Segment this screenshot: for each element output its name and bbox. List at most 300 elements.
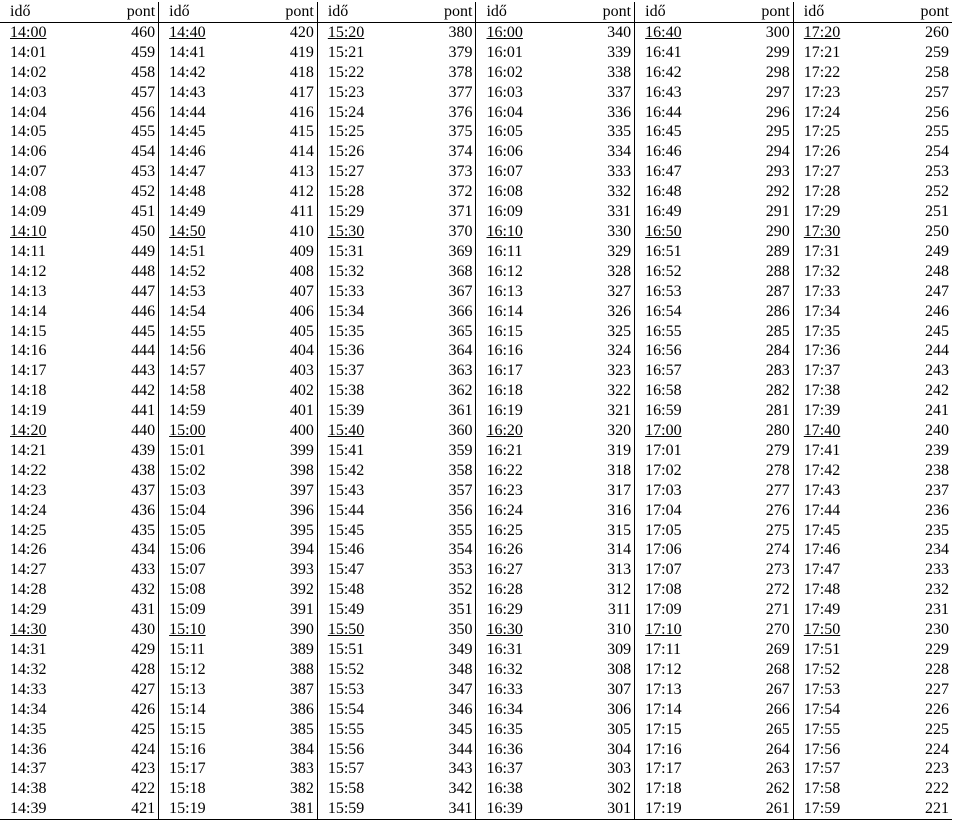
points-cell: 231 — [925, 601, 949, 619]
time-value: 14:35 — [10, 720, 47, 738]
time-value: 16:58 — [645, 382, 682, 400]
time-cell — [635, 779, 723, 799]
time-value: 16:41 — [645, 43, 682, 61]
time-cell — [793, 302, 881, 322]
table-row — [0, 322, 952, 342]
points-cell: 305 — [607, 720, 632, 738]
time-value: 15:44 — [327, 501, 365, 519]
header-points-label: pont — [126, 3, 156, 20]
points-cell: 313 — [607, 561, 632, 579]
points-cell: 403 — [289, 362, 314, 380]
points-cell: 375 — [448, 123, 473, 141]
time-value: 17:48 — [803, 581, 841, 599]
table-row — [0, 759, 952, 779]
points-cell: 324 — [607, 342, 632, 360]
points-cell: 310 — [607, 621, 632, 639]
time-value: 16:14 — [486, 302, 523, 320]
table-row — [0, 700, 952, 720]
points-cell: 245 — [925, 322, 949, 340]
table-row — [0, 282, 952, 302]
points-cell: 372 — [448, 183, 473, 201]
time-cell — [793, 83, 881, 103]
points-cell: 227 — [925, 680, 949, 698]
points-cell: 289 — [765, 242, 790, 260]
header-time-label: idő — [317, 2, 405, 22]
time-value: 16:52 — [645, 262, 682, 280]
time-value: 15:35 — [327, 322, 365, 340]
time-cell — [159, 441, 247, 461]
time-value: 14:55 — [169, 322, 206, 340]
time-cell — [317, 421, 405, 441]
points-cell: 340 — [607, 23, 632, 41]
points-cell: 252 — [925, 183, 949, 201]
points-cell: 366 — [448, 302, 473, 320]
time-cell — [0, 759, 88, 779]
time-value: 16:26 — [486, 541, 523, 559]
time-value: 15:26 — [327, 143, 365, 161]
time-cell — [317, 540, 405, 560]
time-cell — [635, 22, 723, 42]
time-value: 15:31 — [327, 242, 365, 260]
time-value: 16:39 — [486, 800, 523, 818]
points-cell: 268 — [765, 660, 790, 678]
time-value: 16:50 — [645, 222, 682, 240]
points-cell: 290 — [765, 222, 790, 240]
time-cell — [159, 660, 247, 680]
time-value: 17:40 — [803, 422, 841, 440]
time-cell — [159, 122, 247, 142]
time-cell — [317, 580, 405, 600]
time-value: 16:05 — [486, 123, 523, 141]
time-value: 14:51 — [169, 242, 206, 260]
time-cell — [317, 83, 405, 103]
time-value: 17:36 — [803, 342, 841, 360]
time-value: 16:02 — [486, 63, 523, 81]
time-value: 16:04 — [486, 103, 523, 121]
time-value: 15:52 — [327, 660, 365, 678]
time-value: 17:06 — [645, 541, 682, 559]
points-cell: 435 — [131, 521, 156, 539]
header-time-label: idő — [635, 2, 723, 22]
time-cell — [476, 501, 564, 521]
time-value: 17:59 — [803, 800, 841, 818]
time-value: 17:39 — [803, 402, 841, 420]
time-cell — [159, 481, 247, 501]
time-cell — [0, 401, 88, 421]
table-row — [0, 580, 952, 600]
points-cell: 420 — [289, 23, 314, 41]
points-cell: 382 — [289, 780, 314, 798]
time-cell — [476, 381, 564, 401]
time-cell — [793, 759, 881, 779]
points-cell: 221 — [925, 800, 949, 818]
time-cell — [317, 63, 405, 83]
points-cell: 321 — [607, 402, 632, 420]
time-value: 16:33 — [486, 680, 523, 698]
time-value: 15:00 — [169, 422, 206, 440]
time-cell — [317, 22, 405, 42]
points-cell: 248 — [925, 262, 949, 280]
points-cell: 434 — [131, 541, 156, 559]
time-cell — [793, 282, 881, 302]
points-cell: 293 — [765, 163, 790, 181]
time-cell — [0, 83, 88, 103]
points-cell: 330 — [607, 222, 632, 240]
time-value: 16:07 — [486, 163, 523, 181]
table-row — [0, 680, 952, 700]
time-cell — [635, 740, 723, 760]
points-cell: 224 — [925, 740, 949, 758]
time-value: 17:00 — [645, 422, 682, 440]
points-cell: 397 — [289, 481, 314, 499]
points-cell: 339 — [607, 43, 632, 61]
time-cell — [476, 63, 564, 83]
points-cell: 304 — [607, 740, 632, 758]
time-cell — [317, 700, 405, 720]
points-cell: 249 — [925, 242, 949, 260]
time-value: 15:23 — [327, 83, 365, 101]
time-value: 17:35 — [803, 322, 841, 340]
time-value: 17:30 — [803, 222, 841, 240]
time-cell — [635, 142, 723, 162]
time-cell — [476, 341, 564, 361]
time-cell — [0, 521, 88, 541]
points-cell: 444 — [131, 342, 156, 360]
time-cell — [793, 799, 881, 819]
time-cell — [0, 421, 88, 441]
time-value: 16:16 — [486, 342, 523, 360]
points-cell: 413 — [289, 163, 314, 181]
time-value: 17:19 — [645, 800, 682, 818]
points-cell: 428 — [131, 660, 156, 678]
time-cell — [317, 381, 405, 401]
time-value: 17:22 — [803, 63, 841, 81]
time-cell — [793, 740, 881, 760]
points-cell: 312 — [607, 581, 632, 599]
points-cell: 306 — [607, 700, 632, 718]
time-cell — [476, 759, 564, 779]
points-cell: 443 — [131, 362, 156, 380]
points-cell: 246 — [925, 302, 949, 320]
points-cell: 363 — [448, 362, 473, 380]
time-cell — [317, 322, 405, 342]
time-cell — [635, 421, 723, 441]
time-value: 15:09 — [169, 601, 206, 619]
time-value: 14:00 — [10, 23, 47, 41]
time-value: 17:05 — [645, 521, 682, 539]
time-value: 16:09 — [486, 203, 523, 221]
time-value: 15:47 — [327, 561, 365, 579]
time-cell — [476, 242, 564, 262]
time-cell — [0, 779, 88, 799]
time-cell — [159, 620, 247, 640]
points-cell: 260 — [925, 23, 949, 41]
points-cell: 352 — [448, 581, 473, 599]
points-cell: 381 — [289, 800, 314, 818]
points-cell: 325 — [607, 322, 632, 340]
points-cell: 333 — [607, 163, 632, 181]
time-cell — [635, 461, 723, 481]
time-value: 14:22 — [10, 461, 47, 479]
points-cell: 323 — [607, 362, 632, 380]
points-cell: 223 — [925, 760, 949, 778]
time-value: 14:50 — [169, 222, 206, 240]
time-cell — [476, 540, 564, 560]
time-value: 17:56 — [803, 740, 841, 758]
points-cell: 371 — [448, 203, 473, 221]
time-cell — [0, 720, 88, 740]
points-cell: 297 — [765, 83, 790, 101]
points-cell: 368 — [448, 262, 473, 280]
time-cell — [476, 461, 564, 481]
points-cell: 276 — [765, 501, 790, 519]
time-cell — [317, 341, 405, 361]
time-value: 15:32 — [327, 262, 365, 280]
time-value: 16:42 — [645, 63, 682, 81]
time-value: 15:14 — [169, 700, 206, 718]
time-cell — [317, 521, 405, 541]
time-value: 14:12 — [10, 262, 47, 280]
time-value: 17:58 — [803, 780, 841, 798]
points-cell: 230 — [925, 621, 949, 639]
time-cell — [0, 600, 88, 620]
points-cell: 280 — [765, 422, 790, 440]
time-cell — [476, 441, 564, 461]
points-cell: 348 — [448, 660, 473, 678]
points-cell: 361 — [448, 402, 473, 420]
points-cell: 319 — [607, 441, 632, 459]
time-cell — [0, 461, 88, 481]
table-row — [0, 441, 952, 461]
points-cell: 344 — [448, 740, 473, 758]
time-cell — [159, 759, 247, 779]
time-value: 16:22 — [486, 461, 523, 479]
time-value: 15:53 — [327, 680, 365, 698]
points-cell: 222 — [925, 780, 949, 798]
time-cell — [0, 361, 88, 381]
table-row — [0, 262, 952, 282]
time-value: 14:38 — [10, 780, 47, 798]
time-value: 15:38 — [327, 382, 365, 400]
points-cell: 285 — [765, 322, 790, 340]
time-value: 14:34 — [10, 700, 47, 718]
table-row — [0, 521, 952, 541]
time-cell — [476, 680, 564, 700]
time-value: 16:48 — [645, 183, 682, 201]
time-value: 15:45 — [327, 521, 365, 539]
points-cell: 433 — [131, 561, 156, 579]
time-cell — [317, 401, 405, 421]
time-cell — [159, 361, 247, 381]
table-row — [0, 740, 952, 760]
points-cell: 396 — [289, 501, 314, 519]
time-value: 16:56 — [645, 342, 682, 360]
time-cell — [476, 620, 564, 640]
time-value: 17:53 — [803, 680, 841, 698]
time-cell — [476, 481, 564, 501]
time-value: 17:16 — [645, 740, 682, 758]
time-value: 15:30 — [327, 222, 365, 240]
time-value: 17:01 — [645, 441, 682, 459]
time-value: 16:51 — [645, 242, 682, 260]
points-cell: 415 — [289, 123, 314, 141]
time-value: 14:52 — [169, 262, 206, 280]
time-value: 17:50 — [803, 621, 841, 639]
time-value: 16:23 — [486, 481, 523, 499]
time-cell — [0, 43, 88, 63]
time-cell — [476, 182, 564, 202]
time-cell — [635, 540, 723, 560]
time-value: 16:45 — [645, 123, 682, 141]
table-row — [0, 63, 952, 83]
table-row — [0, 540, 952, 560]
time-cell — [159, 421, 247, 441]
points-cell: 251 — [925, 203, 949, 221]
points-cell: 358 — [448, 461, 473, 479]
time-value: 16:00 — [486, 23, 523, 41]
time-value: 15:39 — [327, 402, 365, 420]
time-cell — [0, 660, 88, 680]
time-cell — [159, 182, 247, 202]
time-cell — [793, 461, 881, 481]
points-cell: 308 — [607, 660, 632, 678]
time-value: 16:35 — [486, 720, 523, 738]
points-cell: 370 — [448, 222, 473, 240]
time-cell — [793, 43, 881, 63]
time-cell — [159, 560, 247, 580]
time-cell — [159, 461, 247, 481]
time-cell — [793, 322, 881, 342]
points-cell: 243 — [925, 362, 949, 380]
time-cell — [0, 282, 88, 302]
time-cell — [793, 700, 881, 720]
points-cell: 326 — [607, 302, 632, 320]
header-points-label: pont — [761, 3, 790, 20]
time-cell — [0, 700, 88, 720]
time-cell — [476, 421, 564, 441]
time-cell — [159, 142, 247, 162]
time-cell — [476, 202, 564, 222]
time-value: 15:06 — [169, 541, 206, 559]
points-cell: 318 — [607, 461, 632, 479]
points-cell: 383 — [289, 760, 314, 778]
time-cell — [793, 640, 881, 660]
table-row — [0, 799, 952, 819]
time-cell — [635, 83, 723, 103]
points-cell: 303 — [607, 760, 632, 778]
points-cell: 386 — [289, 700, 314, 718]
points-cell: 359 — [448, 441, 473, 459]
time-value: 16:49 — [645, 203, 682, 221]
points-cell: 314 — [607, 541, 632, 559]
time-cell — [0, 799, 88, 819]
time-cell — [0, 202, 88, 222]
time-value: 15:12 — [169, 660, 206, 678]
header-points-label: pont — [920, 3, 949, 20]
points-cell: 417 — [289, 83, 314, 101]
points-cell: 388 — [289, 660, 314, 678]
points-cell: 398 — [289, 461, 314, 479]
points-cell: 320 — [607, 422, 632, 440]
points-cell: 346 — [448, 700, 473, 718]
time-value: 15:49 — [327, 601, 365, 619]
time-value: 16:38 — [486, 780, 523, 798]
time-cell — [0, 162, 88, 182]
points-cell: 410 — [289, 222, 314, 240]
time-value: 16:34 — [486, 700, 523, 718]
time-value: 14:10 — [10, 222, 47, 240]
time-value: 17:18 — [645, 780, 682, 798]
time-value: 17:38 — [803, 382, 841, 400]
points-cell: 244 — [925, 342, 949, 360]
points-cell: 337 — [607, 83, 632, 101]
table-row — [0, 122, 952, 142]
time-cell — [476, 700, 564, 720]
points-cell: 425 — [131, 720, 156, 738]
time-cell — [159, 162, 247, 182]
time-value: 14:08 — [10, 183, 47, 201]
time-cell — [317, 660, 405, 680]
points-cell: 270 — [765, 621, 790, 639]
header-time-label: idő — [793, 2, 881, 22]
time-value: 15:16 — [169, 740, 206, 758]
time-value: 17:02 — [645, 461, 682, 479]
points-cell: 229 — [925, 641, 949, 658]
points-cell: 299 — [765, 43, 790, 61]
time-cell — [635, 799, 723, 819]
table-row — [0, 142, 952, 162]
time-value: 14:09 — [10, 203, 47, 221]
time-cell — [793, 441, 881, 461]
time-cell — [793, 381, 881, 401]
points-cell: 292 — [765, 183, 790, 201]
time-cell — [793, 481, 881, 501]
points-cell: 411 — [290, 203, 314, 221]
time-cell — [159, 740, 247, 760]
time-value: 15:13 — [169, 680, 206, 698]
time-cell — [476, 361, 564, 381]
time-cell — [317, 560, 405, 580]
table-row — [0, 720, 952, 740]
points-cell: 448 — [131, 262, 156, 280]
time-cell — [476, 122, 564, 142]
time-cell — [159, 83, 247, 103]
time-cell — [635, 401, 723, 421]
points-cell: 364 — [448, 342, 473, 360]
time-value: 14:18 — [10, 382, 47, 400]
time-value: 14:41 — [169, 43, 206, 61]
points-cell: 406 — [289, 302, 314, 320]
time-value: 17:43 — [803, 481, 841, 499]
time-value: 14:05 — [10, 123, 47, 141]
time-cell — [317, 43, 405, 63]
points-cell: 422 — [131, 780, 156, 798]
time-value: 14:23 — [10, 481, 47, 499]
points-cell: 445 — [131, 322, 156, 340]
time-value: 17:13 — [645, 680, 682, 698]
time-value: 16:21 — [486, 441, 523, 459]
points-cell: 278 — [765, 461, 790, 479]
points-cell: 253 — [925, 163, 949, 181]
points-cell: 452 — [131, 183, 156, 201]
table-row — [0, 381, 952, 401]
points-cell: 374 — [448, 143, 473, 161]
time-value: 15:34 — [327, 302, 365, 320]
time-cell — [635, 322, 723, 342]
time-value: 16:44 — [645, 103, 682, 121]
time-cell — [635, 222, 723, 242]
time-cell — [635, 63, 723, 83]
